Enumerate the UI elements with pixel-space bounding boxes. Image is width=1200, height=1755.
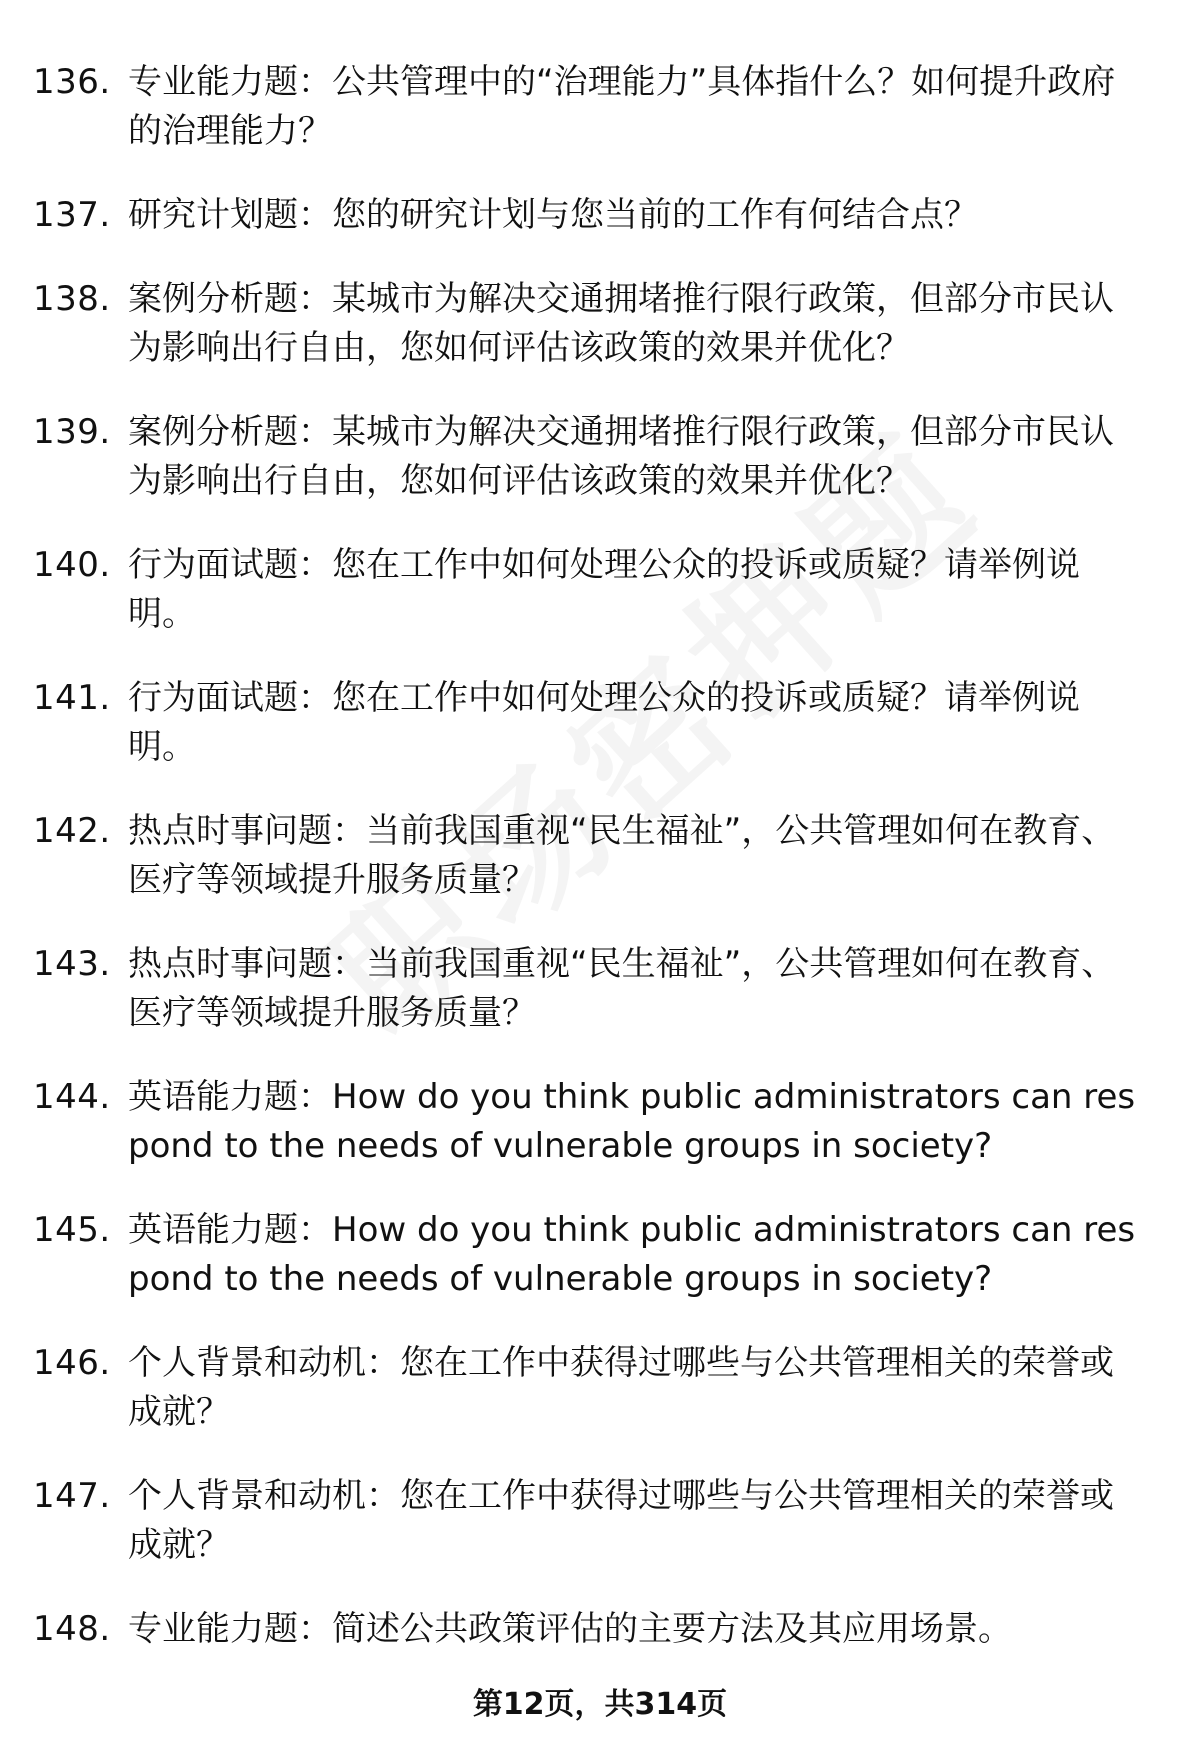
question-number: 139. — [33, 412, 111, 452]
question-item — [0, 807, 1200, 905]
question-item — [0, 191, 1200, 240]
question-number: 145. — [33, 1210, 111, 1250]
question-item — [0, 1073, 1200, 1171]
question-item — [0, 674, 1200, 772]
question-item — [0, 1206, 1200, 1304]
question-text: 案例分析题：某城市为解决交通拥堵推行限行政策，但部分市民认为影响出行自由，您如何评估该政策的效果并优化？ — [128, 279, 1114, 368]
question-item — [0, 1339, 1200, 1437]
question-number: 148. — [33, 1609, 111, 1649]
question-text: 英语能力题：How do you think public administrators can respond to the needs of vulnerable groups in society? — [128, 1077, 1136, 1166]
question-text: 热点时事问题：当前我国重视“民生福祉”，公共管理如何在教育、医疗等领域提升服务质量？ — [128, 811, 1116, 900]
question-text: 专业能力题：公共管理中的“治理能力”具体指什么？如何提升政府的治理能力？ — [128, 62, 1116, 151]
question-item — [0, 1605, 1200, 1654]
question-number: 143. — [33, 944, 111, 984]
question-number: 137. — [33, 195, 111, 235]
question-number: 138. — [33, 279, 111, 319]
question-number: 141. — [33, 678, 111, 718]
question-text: 热点时事问题：当前我国重视“民生福祉”，公共管理如何在教育、医疗等领域提升服务质量？ — [128, 944, 1116, 1033]
question-text: 案例分析题：某城市为解决交通拥堵推行限行政策，但部分市民认为影响出行自由，您如何评估该政策的效果并优化？ — [128, 412, 1114, 501]
question-item — [0, 1472, 1200, 1570]
question-item — [0, 275, 1200, 373]
question-item — [0, 408, 1200, 506]
question-text: 个人背景和动机：您在工作中获得过哪些与公共管理相关的荣誉或成就？ — [128, 1476, 1114, 1565]
question-list — [0, 58, 1200, 1689]
question-item — [0, 541, 1200, 639]
question-number: 146. — [33, 1343, 111, 1383]
question-text: 行为面试题：您在工作中如何处理公众的投诉或质疑？请举例说明。 — [128, 545, 1080, 634]
page-number-label: 第12页，共314页 — [472, 1687, 728, 1722]
question-text: 行为面试题：您在工作中如何处理公众的投诉或质疑？请举例说明。 — [128, 678, 1080, 767]
question-item — [0, 940, 1200, 1038]
page-footer — [0, 1685, 1200, 1725]
question-text: 个人背景和动机：您在工作中获得过哪些与公共管理相关的荣誉或成就？ — [128, 1343, 1114, 1432]
question-text: 专业能力题：简述公共政策评估的主要方法及其应用场景。 — [128, 1609, 1012, 1649]
question-number: 144. — [33, 1077, 111, 1117]
question-item — [0, 58, 1200, 156]
question-number: 142. — [33, 811, 111, 851]
question-number: 136. — [33, 62, 111, 102]
question-text: 研究计划题：您的研究计划与您当前的工作有何结合点？ — [128, 195, 978, 235]
question-number: 140. — [33, 545, 111, 585]
question-number: 147. — [33, 1476, 111, 1516]
question-text: 英语能力题：How do you think public administrators can respond to the needs of vulnerable groups in society? — [128, 1210, 1136, 1299]
